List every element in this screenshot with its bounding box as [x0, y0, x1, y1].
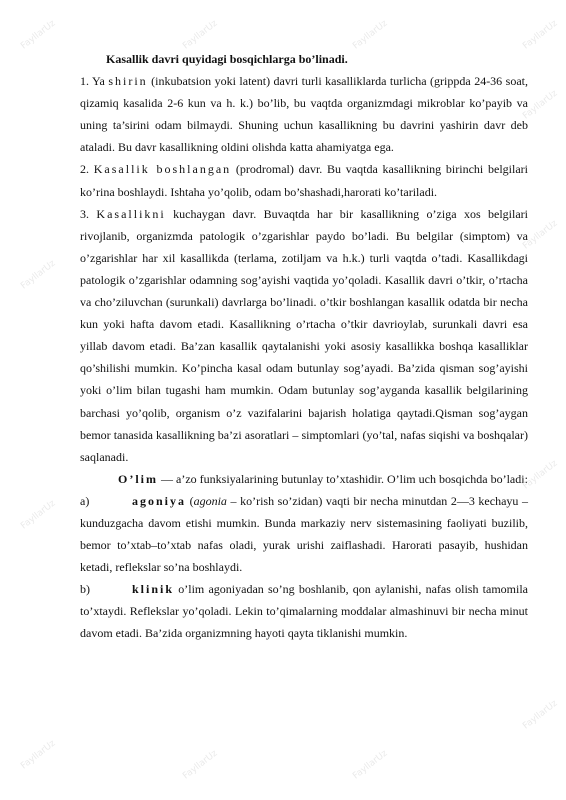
list-item-clinical: [80, 578, 528, 644]
watermark: FayllarUz: [521, 458, 560, 492]
paragraph-acute: [80, 203, 528, 468]
paragraph-text: kuchaygan davr. Buvaqtda har bir kasallikning o’ziga xos belgilari rivojlanib, organizmda patologik o’zgarishlar paydo bo’ladi. Bu belgilar (simptom) va o’zgarishlar har xil kasallikda (terlama, zotiljam va h.k.) turli vaqtda o’tadi. Kasallikdagi patologik o’zgarishlar odamning sog’ayishi vaqtida yo’qoladi. Kasallik davri o’tkir, o’rtacha va cho’ziluvchan (surunkali) davrlarga bo’linadi. o’tkir boshlangan kasallik odatda bir necha kun yoki hafta davom etadi. Kasallikning o’rtacha o’tkir davrioylab, surunkali davri esa yillab davom etadi. Ba’zan kasallik qaytalanishi yoki asosiy kasallikka boshqa kasalliklar qo’shilishi mumkin. Ko’pincha kasal odam butunlay sog’ayadi. Ba’zida qisman sog’ayishi yoki o’lim bilan tugashi ham mumkin. Odam butunlay sog’ayganda kasallik belgilarining barchasi yo’qolib, organism o’z vazifalarini bajarish holatiga qaytadi.Qisman sog’aygan bemor tanasida kasallikning ba’zi asoratlari – simptomlari (yo’tal, nafas siqishi va boshqalar) saqlanadi.: [80, 206, 529, 464]
paragraph-incubation: [80, 70, 528, 158]
section-heading: Kasallik davri quyidagi bosqichlarga bo’linadi.: [106, 52, 348, 66]
spaced-term-olim: O’lim: [118, 471, 158, 486]
watermark: FayllarUz: [521, 698, 560, 732]
list-label: b): [80, 582, 90, 597]
paragraph-number: 3.: [80, 206, 89, 221]
paragraph-text: o’lim agoniyadan so’ng boshlanib, qon aylanishi, nafas olish tamomila to’xtaydi. Reflekslar yo’qoladi. Lekin to’qimalarning moddalar almashinuvi bir necha minut davom etadi. Ba’zida organizmning hayoti qayta tiklanishi mumkin.: [80, 582, 528, 641]
watermark: FayllarUz: [181, 18, 220, 52]
paren-open: (: [186, 493, 194, 508]
list-label: a): [80, 493, 90, 508]
paragraph-text: (inkubatsion yoki latent) davri turli kasalliklarda turlicha (grippda 24-36 soat, qizamiq kasalida 2-6 kun va h. k.) bo’lib, bu vaqtda organizmdagi mikroblar ko’payib va uning ta’sirini odam bilmaydi. Shuning uchun kasallikning bu davrini yashirin davr deb ataladi. Bu davr kasallikning oldini olishda katta ahamiyatga ega.: [80, 74, 528, 155]
latin-term: agonia: [193, 493, 227, 508]
watermark: FayllarUz: [521, 88, 560, 122]
watermark: FayllarUz: [19, 258, 58, 292]
watermark: FayllarUz: [19, 498, 58, 532]
spaced-term-shirin: shirin: [108, 74, 148, 89]
document-body: [80, 48, 528, 645]
watermark: FayllarUz: [19, 18, 58, 52]
paragraph-number: 2.: [80, 162, 89, 177]
watermark: FayllarUz: [181, 748, 220, 782]
paragraph-prodromal: [80, 158, 528, 202]
paragraph-text: (prodromal) davr. Bu vaqtda kasallikning birinchi belgilari ko’rina boshlaydi. Ishtaha yo’qolib, odam bo’shashadi,harorati ko’tariladi.: [80, 162, 528, 199]
paragraph-text: vaqti bir necha minutdan 2—3 kechayu – kunduzgacha davom etishi mumkin. Bunda markaziy nerv sistemasining faoliyati buzilib, bemor to’xtab–to’xtab nafas oladi, yurak urishi zaiflashadi. Harorati pasayib, hushidan ketadi, reflekslar so’na boshlaydi.: [80, 493, 528, 575]
paragraph-text: — a’zo funksiyalarining butunlay to’xtashidir. O’lim uch bosqichda bo’ladi:: [158, 471, 528, 486]
watermark: FayllarUz: [521, 218, 560, 252]
list-item-agony: [80, 490, 528, 578]
paren-text: – ko’rish so’zidan): [226, 493, 323, 508]
spaced-term-boshlangan: Kasallik boshlangan: [93, 162, 232, 177]
watermark: FayllarUz: [351, 18, 390, 52]
watermark: FayllarUz: [351, 748, 390, 782]
paragraph-number: 1. Ya: [80, 74, 105, 89]
paragraph-death: [80, 468, 528, 490]
watermark: FayllarUz: [521, 18, 560, 52]
spaced-term-kasallikni: Kasallikni: [96, 206, 166, 221]
watermark: FayllarUz: [19, 738, 58, 772]
spaced-term-agoniya: agoniya: [132, 493, 187, 508]
spaced-term-klinik: klinik: [132, 582, 175, 597]
